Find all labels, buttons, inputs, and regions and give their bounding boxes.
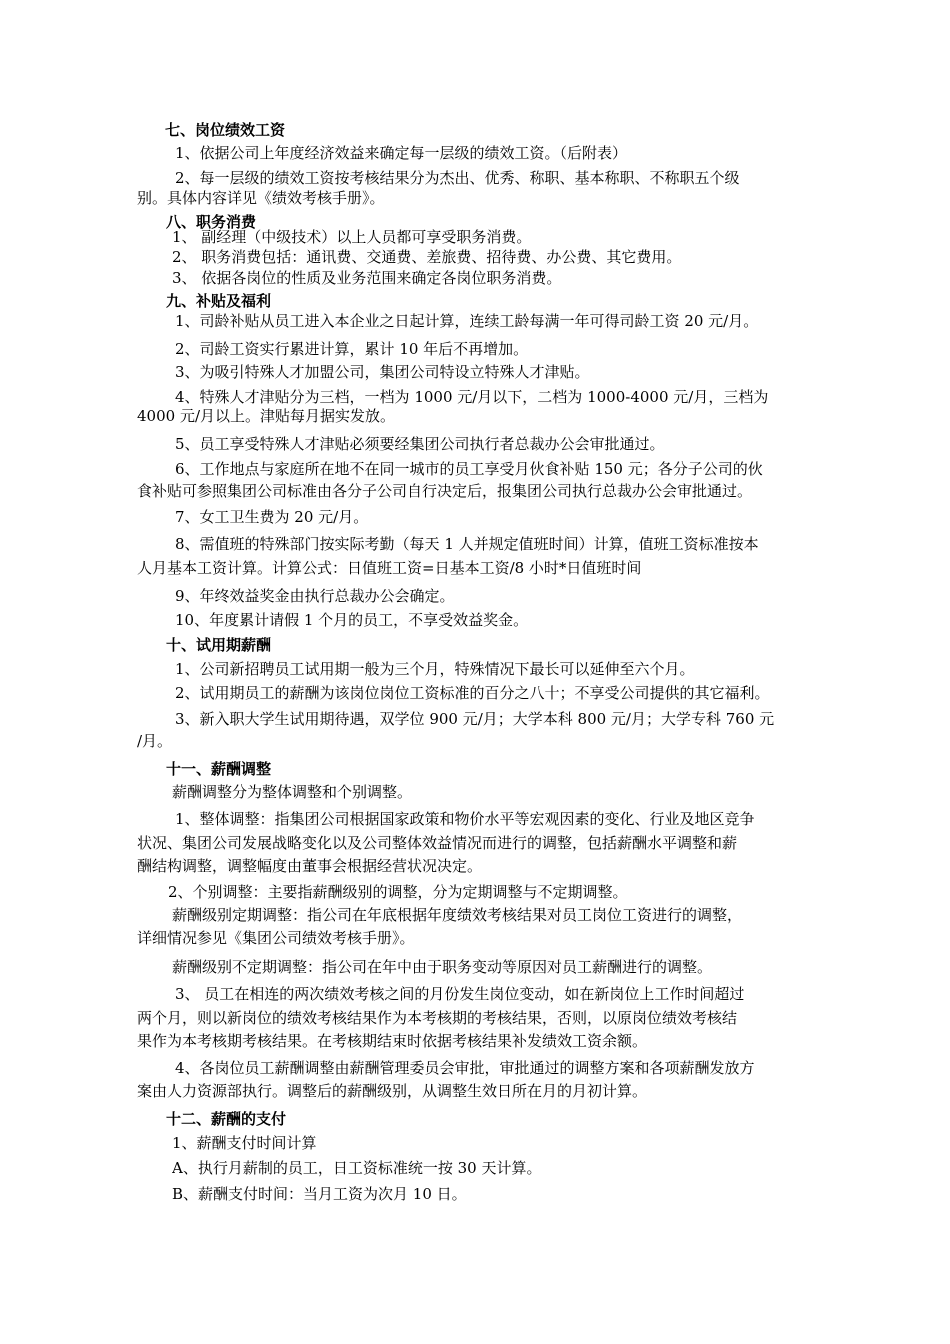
text-line: 食补贴可参照集团公司标准由各分子公司自行决定后，报集团公司执行总裁办公会审批通过。: [137, 482, 753, 500]
text-line: 5、员工享受特殊人才津贴必须要经集团公司执行者总裁办公会审批通过。: [175, 435, 665, 453]
text-line: 3、为吸引特殊人才加盟公司，集团公司特设立特殊人才津贴。: [175, 363, 590, 381]
text-line: 4000 元/月以上。津贴每月据实发放。: [137, 407, 395, 425]
text-line: 果作为本考核期考核结果。在考核期结束时依据考核结果补发绩效工资余额。: [137, 1032, 648, 1050]
section-heading: 十二、薪酬的支付: [166, 1110, 287, 1128]
text-line: 7、女工卫生费为 20 元/月。: [175, 508, 369, 526]
text-line: 10、年度累计请假 1 个月的员工，不享受效益奖金。: [175, 611, 529, 629]
text-line: 6、工作地点与家庭所在地不在同一城市的员工享受月伙食补贴 150 元；各分子公司的伙: [175, 460, 763, 478]
text-line: 2、每一层级的绩效工资按考核结果分为杰出、优秀、称职、基本称职、不称职五个级: [175, 169, 740, 187]
text-line: 3、 员工在相连的两次绩效考核之间的月份发生岗位变动，如在新岗位上工作时间超过: [175, 985, 745, 1003]
text-line: 人月基本工资计算。计算公式：日值班工资=日基本工资/8 小时*日值班时间: [137, 559, 642, 577]
text-line: /月。: [137, 732, 173, 750]
text-line: 1、薪酬支付时间计算: [172, 1134, 317, 1152]
text-line: 两个月，则以新岗位的绩效考核结果作为本考核期的考核结果，否则，以原岗位绩效考核结: [137, 1009, 738, 1027]
text-line: 2、 职务消费包括：通讯费、交通费、差旅费、招待费、办公费、其它费用。: [172, 248, 682, 266]
text-line: 2、个别调整：主要指薪酬级别的调整，分为定期调整与不定期调整。: [168, 883, 628, 901]
section-heading: 七、岗位绩效工资: [165, 121, 286, 139]
text-line: 2、试用期员工的薪酬为该岗位岗位工资标准的百分之八十；不享受公司提供的其它福利。: [175, 684, 770, 702]
text-line: 酬结构调整，调整幅度由董事会根据经营状况决定。: [137, 857, 483, 875]
section-heading: 十一、薪酬调整: [166, 760, 272, 778]
text-line: 薪酬调整分为整体调整和个别调整。: [172, 783, 413, 801]
text-line: 详细情况参见《集团公司绩效考核手册》。: [137, 929, 415, 947]
text-line: 别。具体内容详见《绩效考核手册》。: [137, 189, 385, 207]
text-line: 1、公司新招聘员工试用期一般为三个月，特殊情况下最长可以延伸至六个月。: [175, 660, 695, 678]
text-line: 案由人力资源部执行。调整后的薪酬级别，从调整生效日所在月的月初计算。: [137, 1082, 648, 1100]
text-line: 3、 依据各岗位的性质及业务范围来确定各岗位职务消费。: [172, 269, 562, 287]
text-line: B、薪酬支付时间：当月工资为次月 10 日。: [172, 1185, 467, 1203]
section-heading: 九、补贴及福利: [166, 292, 272, 310]
text-line: 1、司龄补贴从员工进入本企业之日起计算，连续工龄每满一年可得司龄工资 20 元/月。: [175, 312, 759, 330]
section-heading: 十、试用期薪酬: [166, 636, 272, 654]
text-line: 1、整体调整：指集团公司根据国家政策和物价水平等宏观因素的变化、行业及地区竞争: [175, 810, 755, 828]
text-line: 状况、集团公司发展战略变化以及公司整体效益情况而进行的调整，包括薪酬水平调整和薪: [137, 834, 738, 852]
text-line: 8、需值班的特殊部门按实际考勤（每天 1 人并规定值班时间）计算，值班工资标准按本: [175, 535, 759, 553]
section-heading: 八、职务消费: [166, 213, 257, 231]
text-line: 1、 副经理（中级技术）以上人员都可享受职务消费。: [172, 228, 532, 246]
text-line: 3、新入职大学生试用期待遇，双学位 900 元/月；大学本科 800 元/月；大学专科 760 元: [175, 710, 775, 728]
text-line: 薪酬级别定期调整：指公司在年底根据年度绩效考核结果对员工岗位工资进行的调整，: [172, 906, 743, 924]
text-line: 薪酬级别不定期调整：指公司在年中由于职务变动等原因对员工薪酬进行的调整。: [172, 958, 713, 976]
text-line: 4、各岗位员工薪酬调整由薪酬管理委员会审批，审批通过的调整方案和各项薪酬发放方: [175, 1059, 755, 1077]
text-line: 1、依据公司上年度经济效益来确定每一层级的绩效工资。（后附表）: [175, 144, 628, 162]
text-line: A、执行月薪制的员工，日工资标准统一按 30 天计算。: [172, 1159, 542, 1177]
text-line: 4、特殊人才津贴分为三档，一档为 1000 元/月以下，二档为 1000-4000 元/月，三档为: [175, 388, 769, 406]
text-line: 2、司龄工资实行累进计算，累计 10 年后不再增加。: [175, 340, 529, 358]
text-line: 9、年终效益奖金由执行总裁办公会确定。: [175, 587, 455, 605]
